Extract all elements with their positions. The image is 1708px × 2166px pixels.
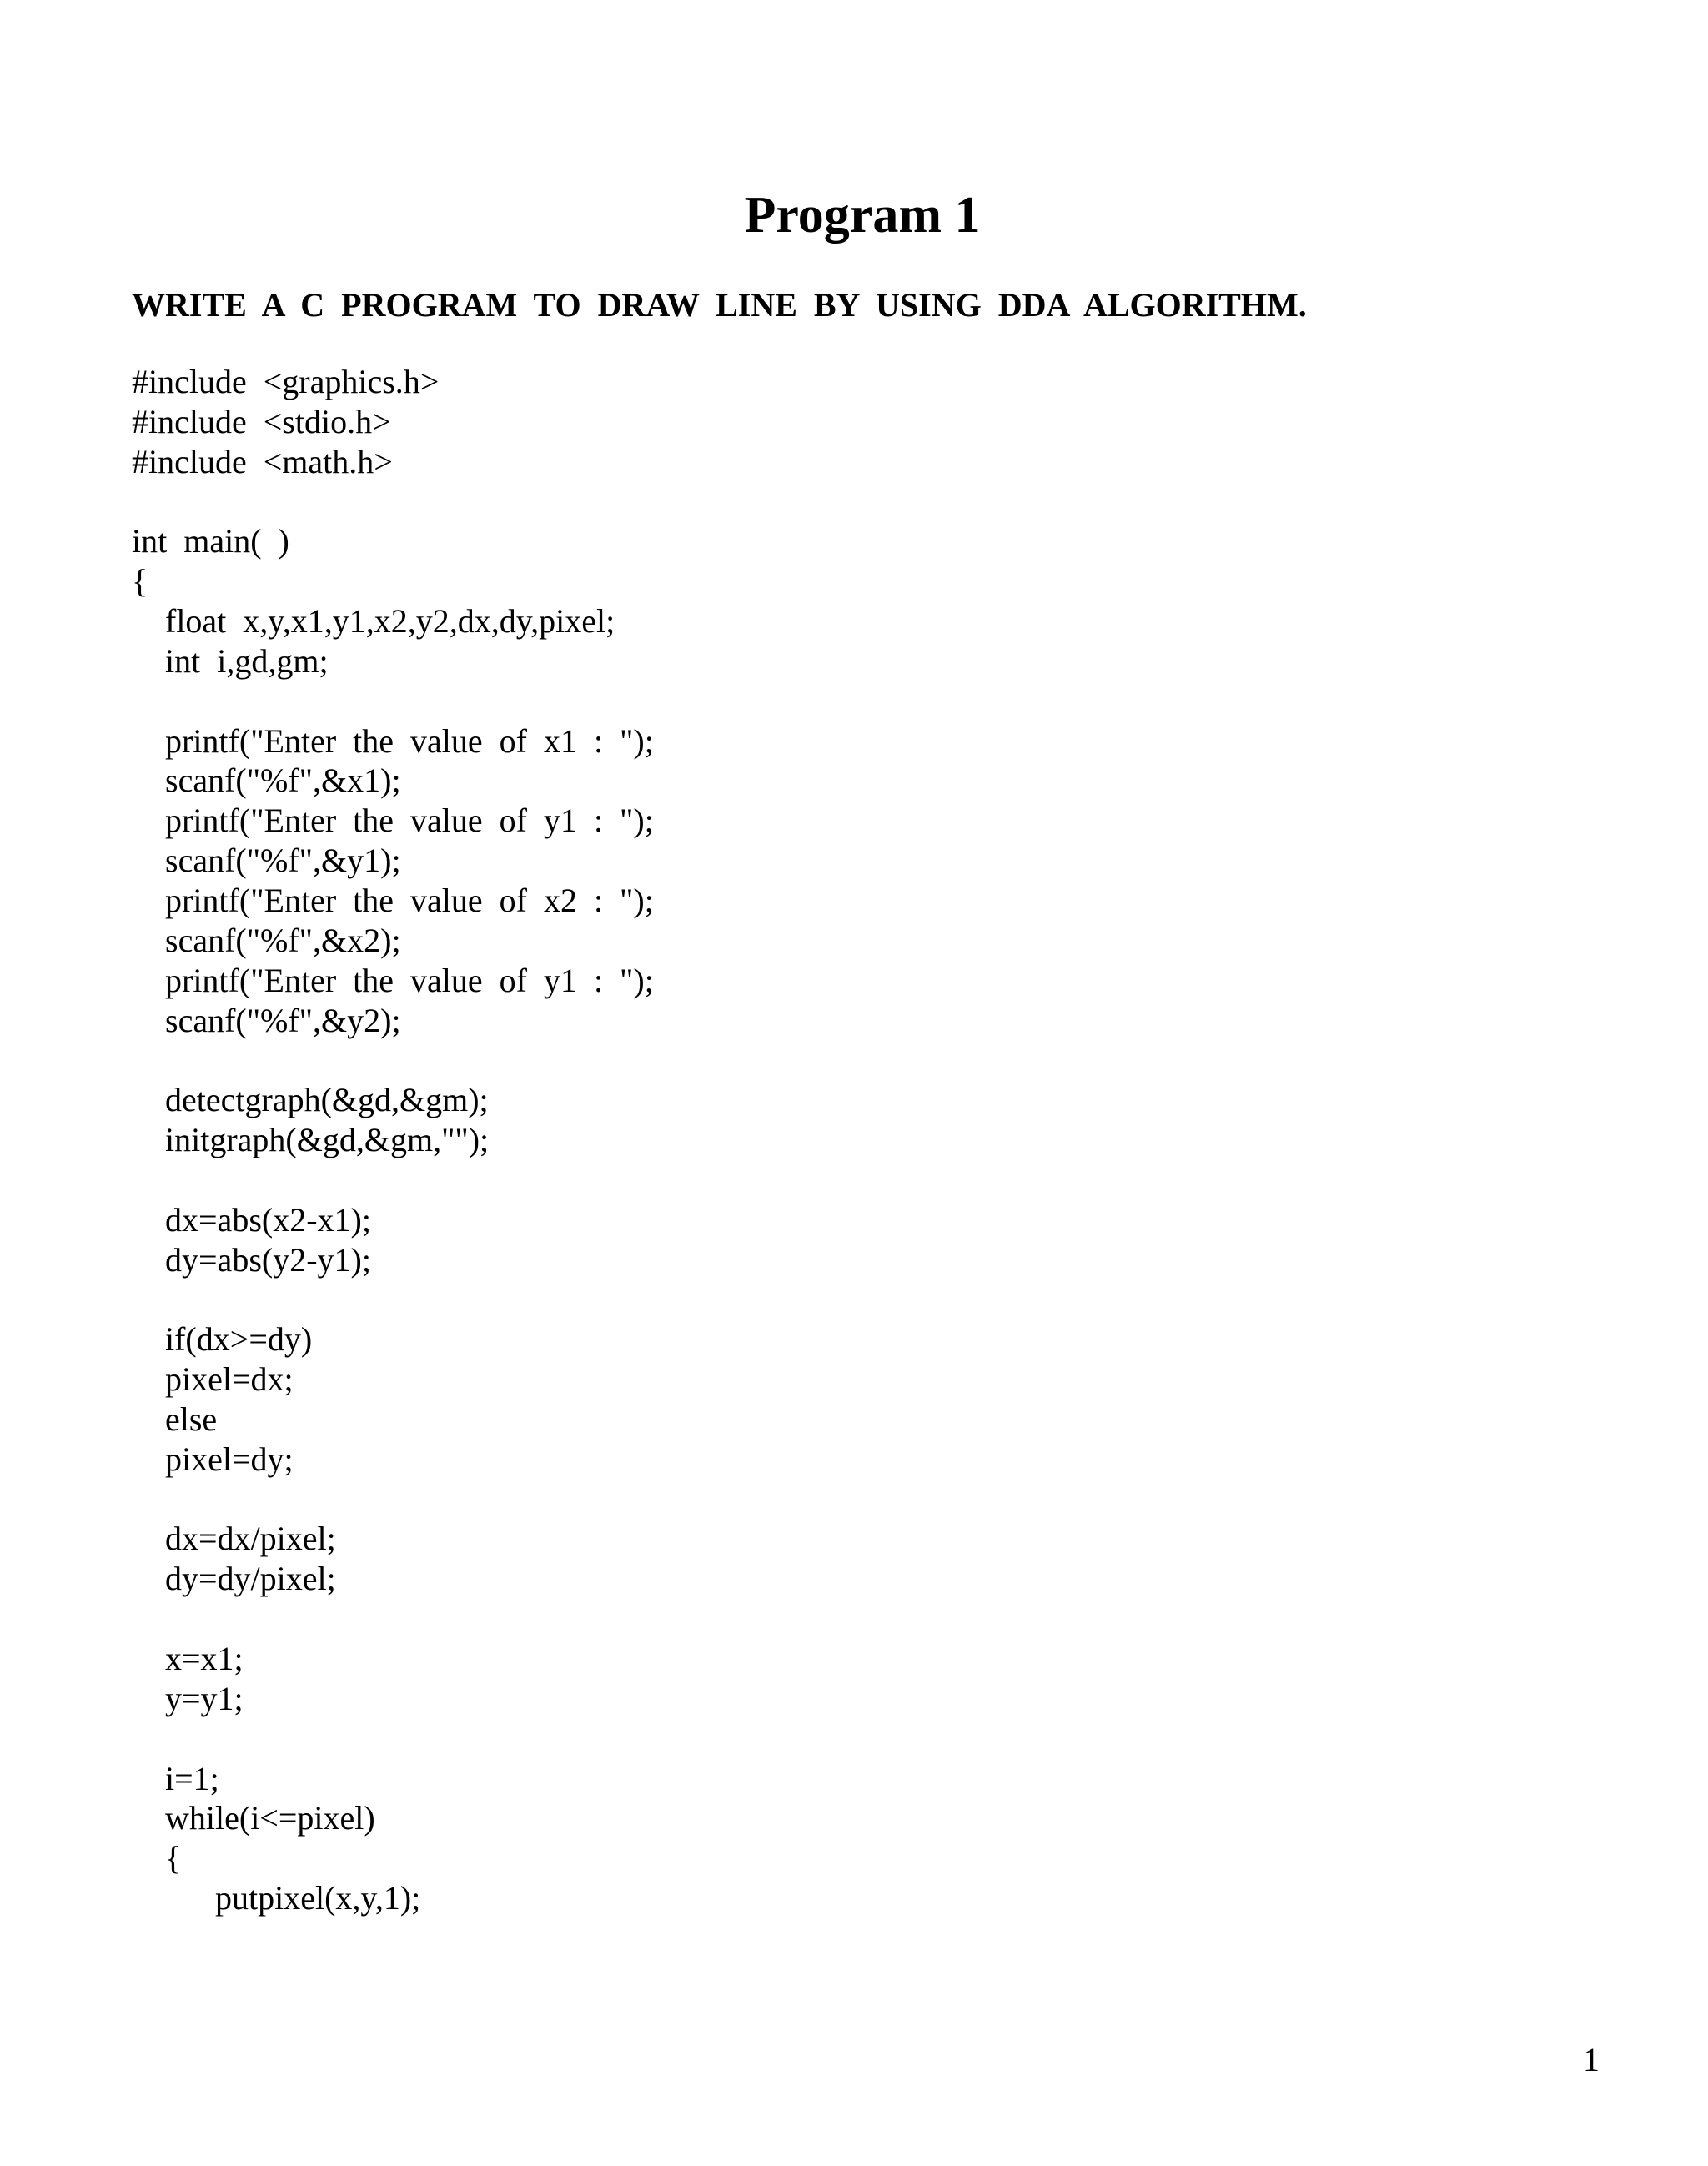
code-line: float x,y,x1,y1,x2,y2,dx,dy,pixel; xyxy=(132,602,615,641)
code-line: detectgraph(&gd,&gm); xyxy=(132,1081,489,1119)
code-block xyxy=(132,362,654,1918)
code-line: dx=abs(x2-x1); xyxy=(132,1200,371,1239)
code-line: i=1; xyxy=(132,1759,219,1797)
code-line xyxy=(132,1719,654,1759)
code-line xyxy=(132,1279,654,1319)
code-line: dy=abs(y2-y1); xyxy=(132,1240,371,1279)
code-line xyxy=(132,482,654,522)
code-line: printf("Enter the value of y1 : "); xyxy=(132,961,654,999)
code-line: printf("Enter the value of x2 : "); xyxy=(132,881,654,919)
code-line: x=x1; xyxy=(132,1640,244,1677)
page-number: 1 xyxy=(1583,2041,1600,2078)
code-line: printf("Enter the value of y1 : "); xyxy=(132,802,654,840)
code-line: dx=dx/pixel; xyxy=(132,1520,336,1558)
code-line: int i,gd,gm; xyxy=(132,641,329,680)
code-line xyxy=(132,1599,654,1639)
code-line: scanf("%f",&y1); xyxy=(132,842,401,880)
code-line: #include <graphics.h> xyxy=(132,363,440,400)
code-line: while(i<=pixel) xyxy=(132,1799,375,1837)
code-line: else xyxy=(132,1400,218,1438)
code-line: printf("Enter the value of x1 : "); xyxy=(132,721,654,760)
code-line: scanf("%f",&x1); xyxy=(132,761,401,800)
code-line: putpixel(x,y,1); xyxy=(132,1879,421,1917)
code-line: pixel=dy; xyxy=(132,1440,294,1478)
code-line xyxy=(132,1480,654,1520)
code-line: { xyxy=(132,562,148,601)
code-line xyxy=(132,1160,654,1200)
code-line: scanf("%f",&y2); xyxy=(132,1001,401,1039)
code-line: scanf("%f",&x2); xyxy=(132,921,401,959)
code-line: int main( ) xyxy=(132,522,289,560)
code-line: y=y1; xyxy=(132,1679,244,1717)
code-line: dy=dy/pixel; xyxy=(132,1560,336,1598)
page-title: Program 1 xyxy=(744,187,981,244)
code-line xyxy=(132,681,654,721)
code-line: { xyxy=(132,1839,182,1877)
code-line: pixel=dx; xyxy=(132,1360,294,1399)
code-line: initgraph(&gd,&gm,""); xyxy=(132,1121,490,1159)
code-line: if(dx>=dy) xyxy=(132,1320,313,1359)
code-line: #include <math.h> xyxy=(132,442,393,480)
assignment-heading: WRITE A C PROGRAM TO DRAW LINE BY USING DDA ALGORITHM. xyxy=(132,286,1307,324)
code-line: #include <stdio.h> xyxy=(132,402,391,440)
code-line xyxy=(132,1040,654,1080)
